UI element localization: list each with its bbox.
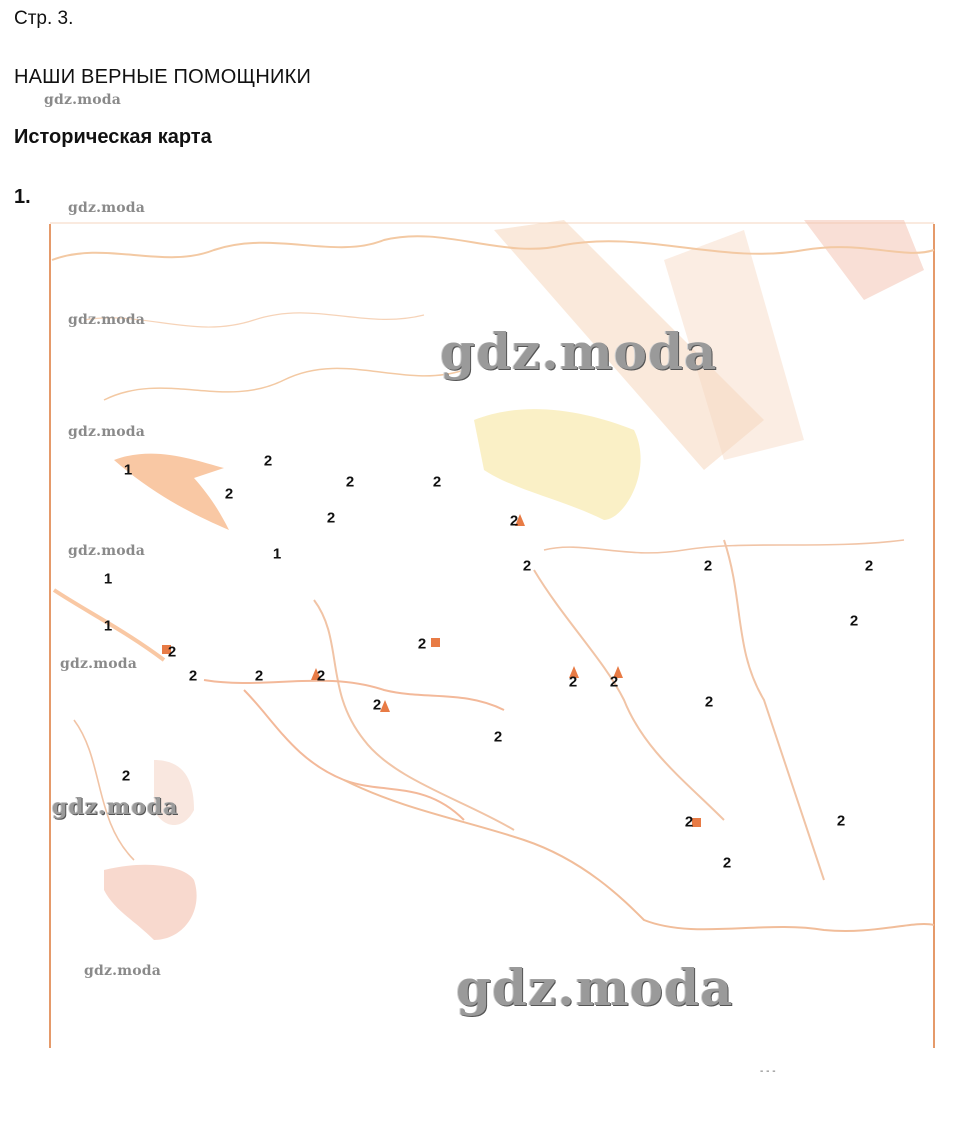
river xyxy=(314,600,514,830)
map-label-2: 2 xyxy=(509,512,519,530)
river xyxy=(534,570,724,820)
task-number: 1. xyxy=(14,186,31,208)
map-label-2: 2 xyxy=(316,667,326,685)
map-label-1: 1 xyxy=(103,570,113,588)
map-label-2: 2 xyxy=(864,557,874,575)
watermark-text: gdz.moda xyxy=(60,656,138,672)
footer-mark: - - - xyxy=(760,1066,776,1077)
watermark-text: gdz.moda xyxy=(68,312,146,328)
map-label-2: 2 xyxy=(609,673,619,691)
south-border xyxy=(344,780,934,931)
river xyxy=(244,690,464,820)
page-label: Стр. 3. xyxy=(14,8,74,29)
map-label-2: 2 xyxy=(167,643,177,661)
map-label-2: 2 xyxy=(493,728,503,746)
map-label-2: 2 xyxy=(704,693,714,711)
map-region-yellow xyxy=(474,409,641,520)
map-label-2: 2 xyxy=(722,854,732,872)
map-marker xyxy=(380,700,390,712)
river xyxy=(74,720,134,860)
map-label-1: 1 xyxy=(123,461,133,479)
map-label-2: 2 xyxy=(836,812,846,830)
coastline-segment xyxy=(104,368,464,400)
map-label-2: 2 xyxy=(417,635,427,653)
north-coastline xyxy=(52,236,934,260)
watermark-large: gdz.moda xyxy=(456,958,734,1017)
map-label-2: 2 xyxy=(121,767,131,785)
watermark-text: gdz.moda xyxy=(68,424,146,440)
map-label-1: 1 xyxy=(272,545,282,563)
map-label-2: 2 xyxy=(345,473,355,491)
map-label-2: 2 xyxy=(432,473,442,491)
map-label-2: 2 xyxy=(568,673,578,691)
section-title: НАШИ ВЕРНЫЕ ПОМОЩНИКИ xyxy=(14,66,312,88)
map-label-2: 2 xyxy=(224,485,234,503)
map-label-2: 2 xyxy=(372,696,382,714)
map-label-2: 2 xyxy=(522,557,532,575)
map-shade-band xyxy=(804,220,924,300)
map-marker xyxy=(692,818,701,827)
map-label-2: 2 xyxy=(703,557,713,575)
watermark-text: gdz.moda xyxy=(68,200,146,216)
map-marker xyxy=(431,638,440,647)
watermark-text: gdz.moda xyxy=(44,92,122,108)
map-label-2: 2 xyxy=(326,509,336,527)
river xyxy=(724,540,824,880)
subsection-title: Историческая карта xyxy=(14,126,212,148)
watermark-text: gdz.moda xyxy=(52,794,179,820)
watermark-text: gdz.moda xyxy=(68,543,146,559)
map-label-2: 2 xyxy=(188,667,198,685)
map-label-2: 2 xyxy=(263,452,273,470)
watermark-text: gdz.moda xyxy=(84,963,162,979)
map-label-2: 2 xyxy=(254,667,264,685)
map-label-2: 2 xyxy=(684,813,694,831)
map-region-pink xyxy=(104,865,197,940)
map-label-1: 1 xyxy=(103,617,113,635)
watermark-large: gdz.moda xyxy=(440,322,718,381)
map-label-2: 2 xyxy=(849,612,859,630)
